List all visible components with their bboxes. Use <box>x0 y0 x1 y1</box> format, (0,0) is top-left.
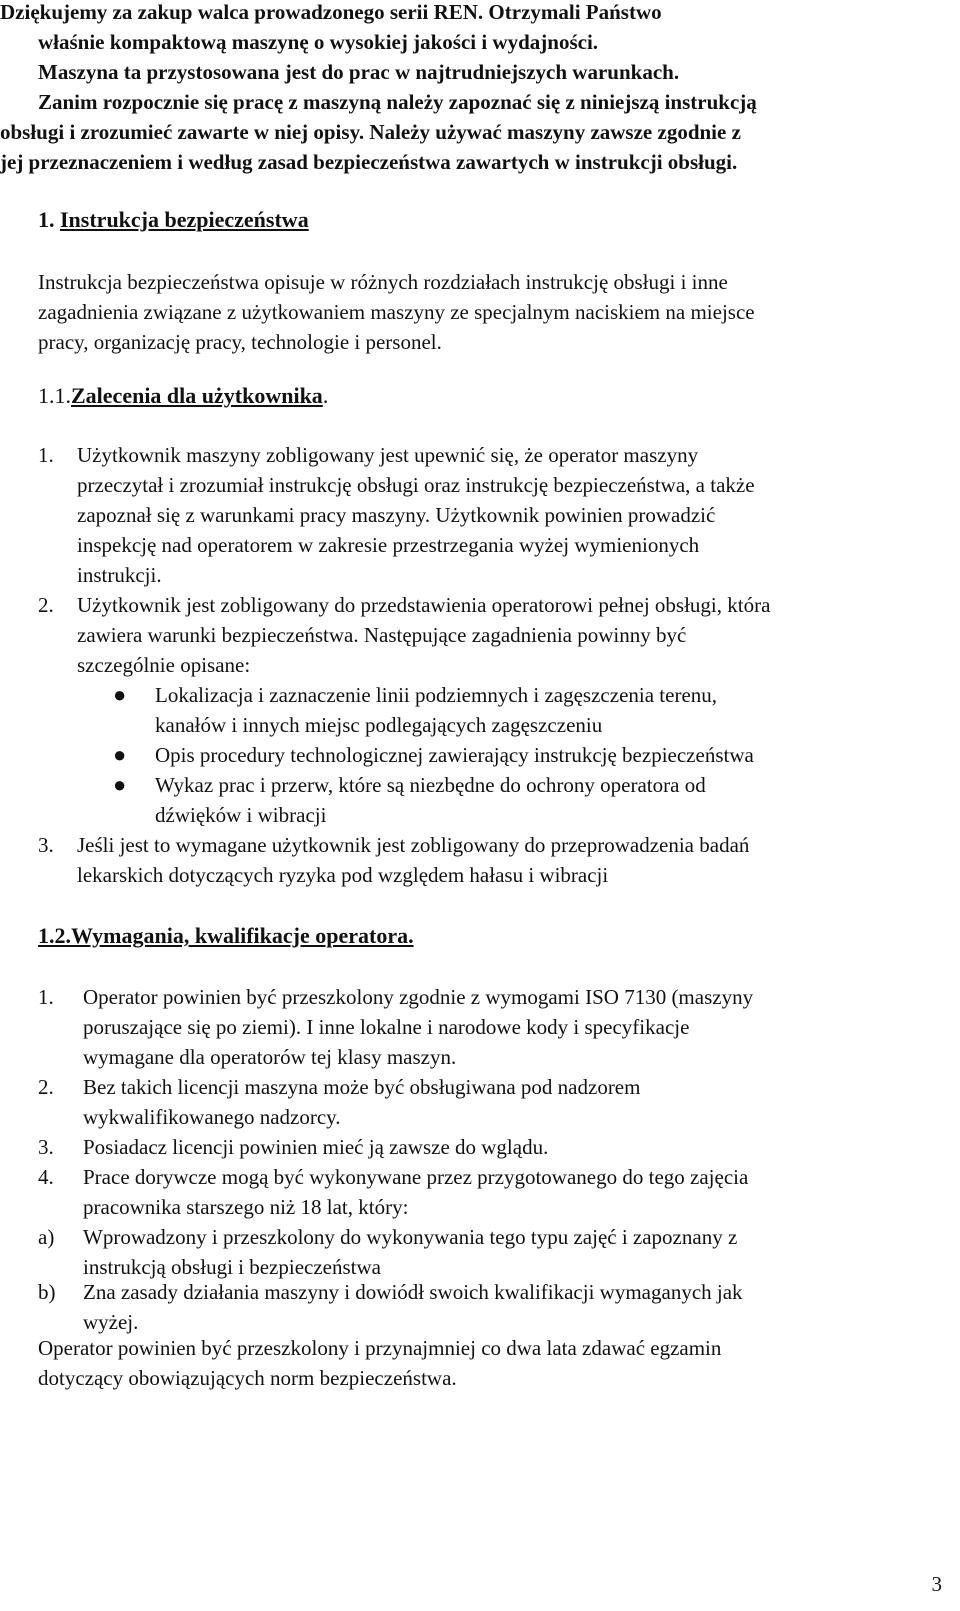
section-1-number: 1. <box>38 207 55 232</box>
item-line: Zna zasady działania maszyny i dowiódł swoich kwalifikacji wymaganych jak <box>83 1280 743 1304</box>
item-line: lekarskich dotyczących ryzyka pod względem hałasu i wibracji <box>77 863 609 887</box>
operator-item-b <box>38 1277 943 1337</box>
item-line: Użytkownik jest zobligowany do przedstawienia operatorowi pełnej obsługi, która <box>77 593 771 617</box>
item-line: wymagane dla operatorów tej klasy maszyn. <box>83 1045 457 1069</box>
bullet-icon: ● <box>113 682 127 707</box>
bullet-icon: ● <box>113 742 127 767</box>
section-1-1-trail: . <box>322 383 329 408</box>
intro-line: właśnie kompaktową maszynę o wysokiej jakości i wydajności. <box>38 30 599 54</box>
item-number: 4. <box>38 1165 54 1189</box>
item-line: Prace dorywcze mogą być wykonywane przez przygotowanego do tego zajęcia <box>83 1165 749 1189</box>
section-1-paragraph <box>38 267 943 357</box>
intro-line: Dziękujemy za zakup walca prowadzonego serii REN. Otrzymali Państwo <box>0 0 662 24</box>
item-line: inspekcję nad operatorem w zakresie przestrzegania wyżej wymienionych <box>77 533 700 557</box>
section-1-heading <box>38 206 309 234</box>
closing-line: Operator powinien być przeszkolony i przynajmniej co dwa lata zdawać egzamin <box>38 1336 722 1360</box>
item-line: Jeśli jest to wymagane użytkownik jest zobligowany do przeprowadzenia badań <box>77 833 750 857</box>
item-number: b) <box>38 1280 56 1304</box>
bullet-item <box>113 770 933 830</box>
item-line: instrukcją obsługi i bezpieczeństwa <box>83 1255 381 1279</box>
item-line: Bez takich licencji maszyna może być obsługiwana pod nadzorem <box>83 1075 641 1099</box>
item-line: wykwalifikowanego nadzorcy. <box>83 1105 341 1129</box>
intro-line: jej przeznaczeniem i według zasad bezpieczeństwa zawartych w instrukcji obsługi. <box>0 150 738 174</box>
bullet-line: dźwięków i wibracji <box>155 803 327 827</box>
closing-line: dotyczący obowiązujących norm bezpieczeństwa. <box>38 1366 457 1390</box>
operator-item-4 <box>38 1162 943 1222</box>
operator-item-2 <box>38 1072 943 1132</box>
user-item-3 <box>38 830 943 890</box>
item-line: Operator powinien być przeszkolony zgodnie z wymogami ISO 7130 (maszyny <box>83 985 754 1009</box>
bullet-item <box>113 680 933 740</box>
operator-item-3 <box>38 1132 943 1162</box>
bullet-line: kanałów i innych miejsc podlegających zagęszczeniu <box>155 713 603 737</box>
user-item-1 <box>38 440 943 590</box>
item-line: szczególnie opisane: <box>77 653 251 677</box>
paragraph-line: zagadnienia związane z użytkowaniem maszyny ze specjalnym naciskiem na miejsce <box>38 300 755 324</box>
item-number: 1. <box>38 443 54 467</box>
section-1-2-heading <box>38 922 414 950</box>
item-number: 3. <box>38 1135 54 1159</box>
bullet-item <box>113 740 933 770</box>
paragraph-line: Instrukcja bezpieczeństwa opisuje w różnych rozdziałach instrukcję obsługi i inne <box>38 270 728 294</box>
section-1-1-heading <box>38 382 328 410</box>
paragraph-line: pracy, organizację pracy, technologie i personel. <box>38 330 442 354</box>
item-line: instrukcji. <box>77 563 162 587</box>
item-line: zapoznał się z warunkami pracy maszyny. Użytkownik powinien prowadzić <box>77 503 716 527</box>
intro-paragraph <box>0 0 950 177</box>
item-number: a) <box>38 1225 55 1249</box>
item-number: 2. <box>38 1075 54 1099</box>
bullet-icon: ● <box>113 772 127 797</box>
bullet-line: Wykaz prac i przerw, które są niezbędne do ochrony operatora od <box>155 773 706 797</box>
item-line: wyżej. <box>83 1310 139 1334</box>
intro-line: obsługi i zrozumieć zawarte w niej opisy. Należy używać maszyny zawsze zgodnie z <box>0 120 741 144</box>
item-line: poruszające się po ziemi). I inne lokalne i narodowe kody i specyfikacje <box>83 1015 690 1039</box>
section-1-2-title: 1.2.Wymagania, kwalifikacje operatora. <box>38 923 414 948</box>
intro-line: Zanim rozpocznie się pracę z maszyną należy zapoznać się z niniejszą instrukcją <box>38 90 757 114</box>
section-1-1-number: 1.1. <box>38 383 71 408</box>
item-number: 3. <box>38 833 54 857</box>
closing-paragraph <box>38 1333 943 1393</box>
item-line: Wprowadzony i przeszkolony do wykonywania tego typu zajęć i zapoznany z <box>83 1225 738 1249</box>
item-line: pracownika starszego niż 18 lat, który: <box>83 1195 409 1219</box>
page-number: 3 <box>931 1572 942 1596</box>
intro-line: Maszyna ta przystosowana jest do prac w najtrudniejszych warunkach. <box>38 60 680 84</box>
item-number: 1. <box>38 985 54 1009</box>
item-number: 2. <box>38 593 54 617</box>
bullet-line: Opis procedury technologicznej zawierający instrukcję bezpieczeństwa <box>155 743 754 767</box>
bullet-line: Lokalizacja i zaznaczenie linii podziemnych i zagęszczenia terenu, <box>155 683 718 707</box>
operator-item-1 <box>38 982 943 1072</box>
item-line: zawiera warunki bezpieczeństwa. Następujące zagadnienia powinny być <box>77 623 687 647</box>
item-line: Posiadacz licencji powinien mieć ją zawsze do wglądu. <box>83 1135 549 1159</box>
section-1-1-title: Zalecenia dla użytkownika <box>71 383 323 408</box>
user-item-2 <box>38 590 943 680</box>
operator-item-a <box>38 1222 943 1282</box>
item-line: Użytkownik maszyny zobligowany jest upewnić się, że operator maszyny <box>77 443 699 467</box>
item-line: przeczytał i zrozumiał instrukcję obsługi oraz instrukcję bezpieczeństwa, a także <box>77 473 755 497</box>
section-1-title: Instrukcja bezpieczeństwa <box>60 207 309 232</box>
